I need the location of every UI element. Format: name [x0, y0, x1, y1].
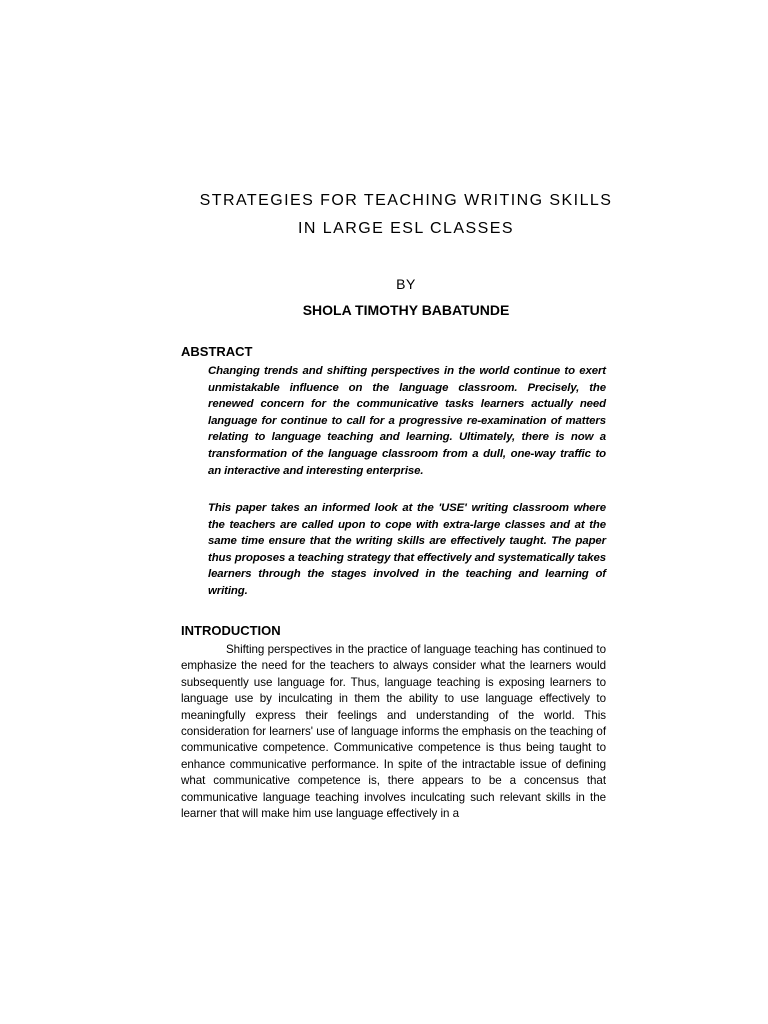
abstract-heading: ABSTRACT	[181, 344, 253, 359]
introduction-paragraph-1: Shifting perspectives in the practice of language teaching has continued to emphasize the need for the teachers to always consider what the learners would subsequently use language for. Thus, language teaching is exposing learners to language use by inculcating in them the ability to use language effectively to meaningfully express their feelings and understanding of the world. This consideration for learners' use of language informs the emphasis on the teaching of communicative competence. Communicative competence is thus being taught to enhance communicative performance. In spite of the intractable issue of defining what communicative competence is, there appears to be a concensus that communicative language teaching involves inculcating such relevant skills in the learner that will make him use language effectively in a	[181, 643, 606, 821]
abstract-paragraph-2: This paper takes an informed look at the 'USE' writing classroom where the teachers are called upon to cope with extra-large classes and at the same time ensure that the writing skills are effectively taught. The paper thus proposes a teaching strategy that effectively and systematically takes learners through the stages involved in the teaching and learning of writing.	[208, 502, 606, 597]
introduction-body	[181, 642, 606, 822]
paper-title-line-1: STRATEGIES FOR TEACHING WRITING SKILLS	[199, 192, 613, 209]
paper-title-line-2: IN LARGE ESL CLASSES	[297, 220, 515, 237]
author-name: SHOLA TIMOTHY BABATUNDE	[302, 302, 510, 318]
introduction-heading: INTRODUCTION	[181, 623, 281, 638]
byline-label: BY	[396, 276, 416, 292]
abstract-paragraph-1: Changing trends and shifting perspectives in the world continue to exert unmistakable influence on the language classroom. Precisely, the renewed concern for the communicative tasks learners actually need language for continue to call for a progressive re-examination of matters relating to language teaching and learning. Ultimately, there is now a transformation of the language classroom from a dull, one-way traffic to an interactive and interesting enterprise.	[208, 365, 606, 477]
